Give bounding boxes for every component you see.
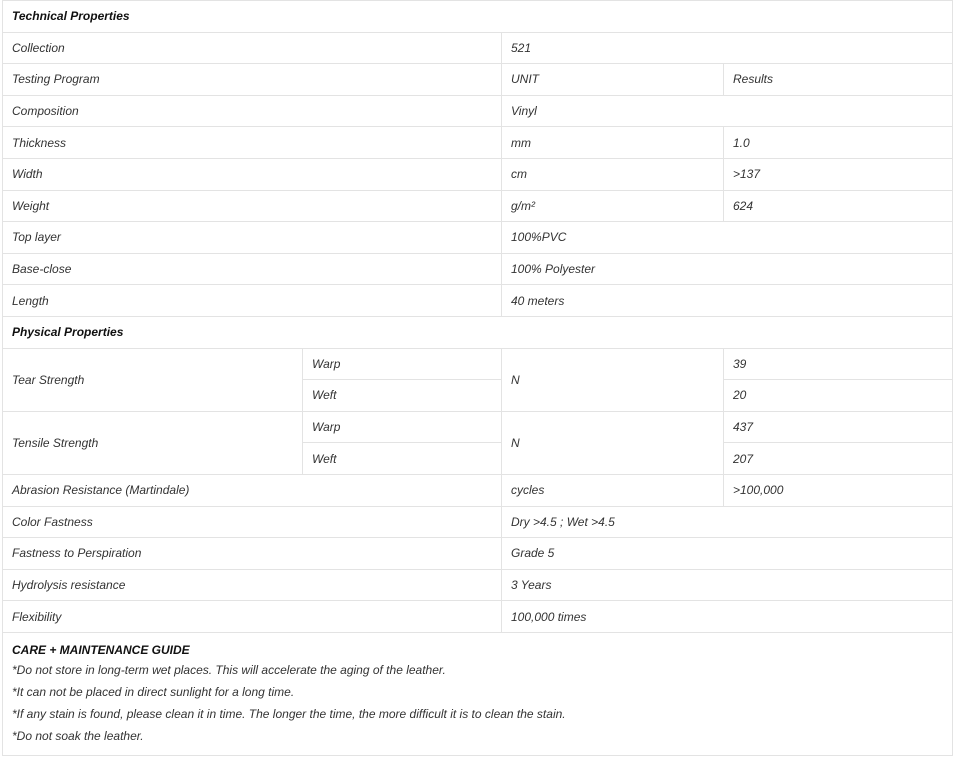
care-guide-line: *If any stain is found, please clean it in time. The longer the time, the more difficult it is to clean the stain.	[12, 706, 566, 721]
length-row	[3, 285, 953, 317]
unit-header: UNIT	[502, 64, 724, 96]
thickness-label: Thickness	[3, 127, 502, 159]
top-layer-row	[3, 222, 953, 254]
flexibility-row	[3, 601, 953, 633]
color-fastness-label: Color Fastness	[3, 506, 502, 538]
abrasion-row	[3, 474, 953, 506]
width-row	[3, 158, 953, 190]
perspiration-row	[3, 538, 953, 570]
weight-label: Weight	[3, 190, 502, 222]
results-header: Results	[724, 64, 953, 96]
hydrolysis-value: 3 Years	[502, 569, 953, 601]
length-value: 40 meters	[502, 285, 953, 317]
perspiration-label: Fastness to Perspiration	[3, 538, 502, 570]
collection-row	[3, 32, 953, 64]
care-guide	[3, 632, 953, 755]
composition-value: Vinyl	[502, 95, 953, 127]
tensile-strength-warp-row	[3, 411, 953, 443]
base-close-label: Base-close	[3, 253, 502, 285]
flexibility-value: 100,000 times	[502, 601, 953, 633]
physical-properties-heading: Physical Properties	[3, 316, 953, 348]
composition-row	[3, 95, 953, 127]
tear-strength-warp-row	[3, 348, 953, 380]
tensile-strength-warp-label: Warp	[303, 411, 502, 443]
color-fastness-row	[3, 506, 953, 538]
abrasion-value: >100,000	[724, 474, 953, 506]
color-fastness-value: Dry >4.5 ; Wet >4.5	[502, 506, 953, 538]
care-guide-title: CARE + MAINTENANCE GUIDE	[12, 642, 190, 657]
collection-label: Collection	[3, 32, 502, 64]
perspiration-value: Grade 5	[502, 538, 953, 570]
top-layer-label: Top layer	[3, 222, 502, 254]
tensile-strength-unit: N	[502, 411, 724, 474]
care-guide-line: *Do not soak the leather.	[12, 728, 144, 743]
length-label: Length	[3, 285, 502, 317]
tensile-strength-weft-label: Weft	[303, 443, 502, 475]
care-guide-line: *Do not store in long-term wet places. This will accelerate the aging of the leather.	[12, 662, 446, 677]
tear-strength-label: Tear Strength	[3, 348, 303, 411]
testing-program-row	[3, 64, 953, 96]
care-guide-line: *It can not be placed in direct sunlight for a long time.	[12, 684, 295, 699]
tear-strength-weft-value: 20	[724, 380, 953, 412]
weight-unit: g/m²	[502, 190, 724, 222]
weight-value: 624	[724, 190, 953, 222]
thickness-value: 1.0	[724, 127, 953, 159]
width-unit: cm	[502, 158, 724, 190]
tear-strength-unit: N	[502, 348, 724, 411]
base-close-row	[3, 253, 953, 285]
width-value: >137	[724, 158, 953, 190]
abrasion-label: Abrasion Resistance (Martindale)	[3, 474, 502, 506]
flexibility-label: Flexibility	[3, 601, 502, 633]
testing-program-label: Testing Program	[3, 64, 502, 96]
technical-properties-heading: Technical Properties	[3, 1, 953, 33]
base-close-value: 100% Polyester	[502, 253, 953, 285]
tear-strength-warp-value: 39	[724, 348, 953, 380]
physical-properties-heading-row	[3, 316, 953, 348]
care-row	[3, 632, 953, 755]
thickness-row	[3, 127, 953, 159]
top-layer-value: 100%PVC	[502, 222, 953, 254]
tear-strength-weft-label: Weft	[303, 380, 502, 412]
width-label: Width	[3, 158, 502, 190]
tensile-strength-label: Tensile Strength	[3, 411, 303, 474]
tensile-strength-warp-value: 437	[724, 411, 953, 443]
tensile-strength-weft-value: 207	[724, 443, 953, 475]
composition-label: Composition	[3, 95, 502, 127]
collection-value: 521	[502, 32, 953, 64]
hydrolysis-label: Hydrolysis resistance	[3, 569, 502, 601]
product-spec-table	[2, 0, 953, 756]
tear-strength-warp-label: Warp	[303, 348, 502, 380]
thickness-unit: mm	[502, 127, 724, 159]
technical-properties-heading-row	[3, 1, 953, 33]
abrasion-unit: cycles	[502, 474, 724, 506]
hydrolysis-row	[3, 569, 953, 601]
weight-row	[3, 190, 953, 222]
